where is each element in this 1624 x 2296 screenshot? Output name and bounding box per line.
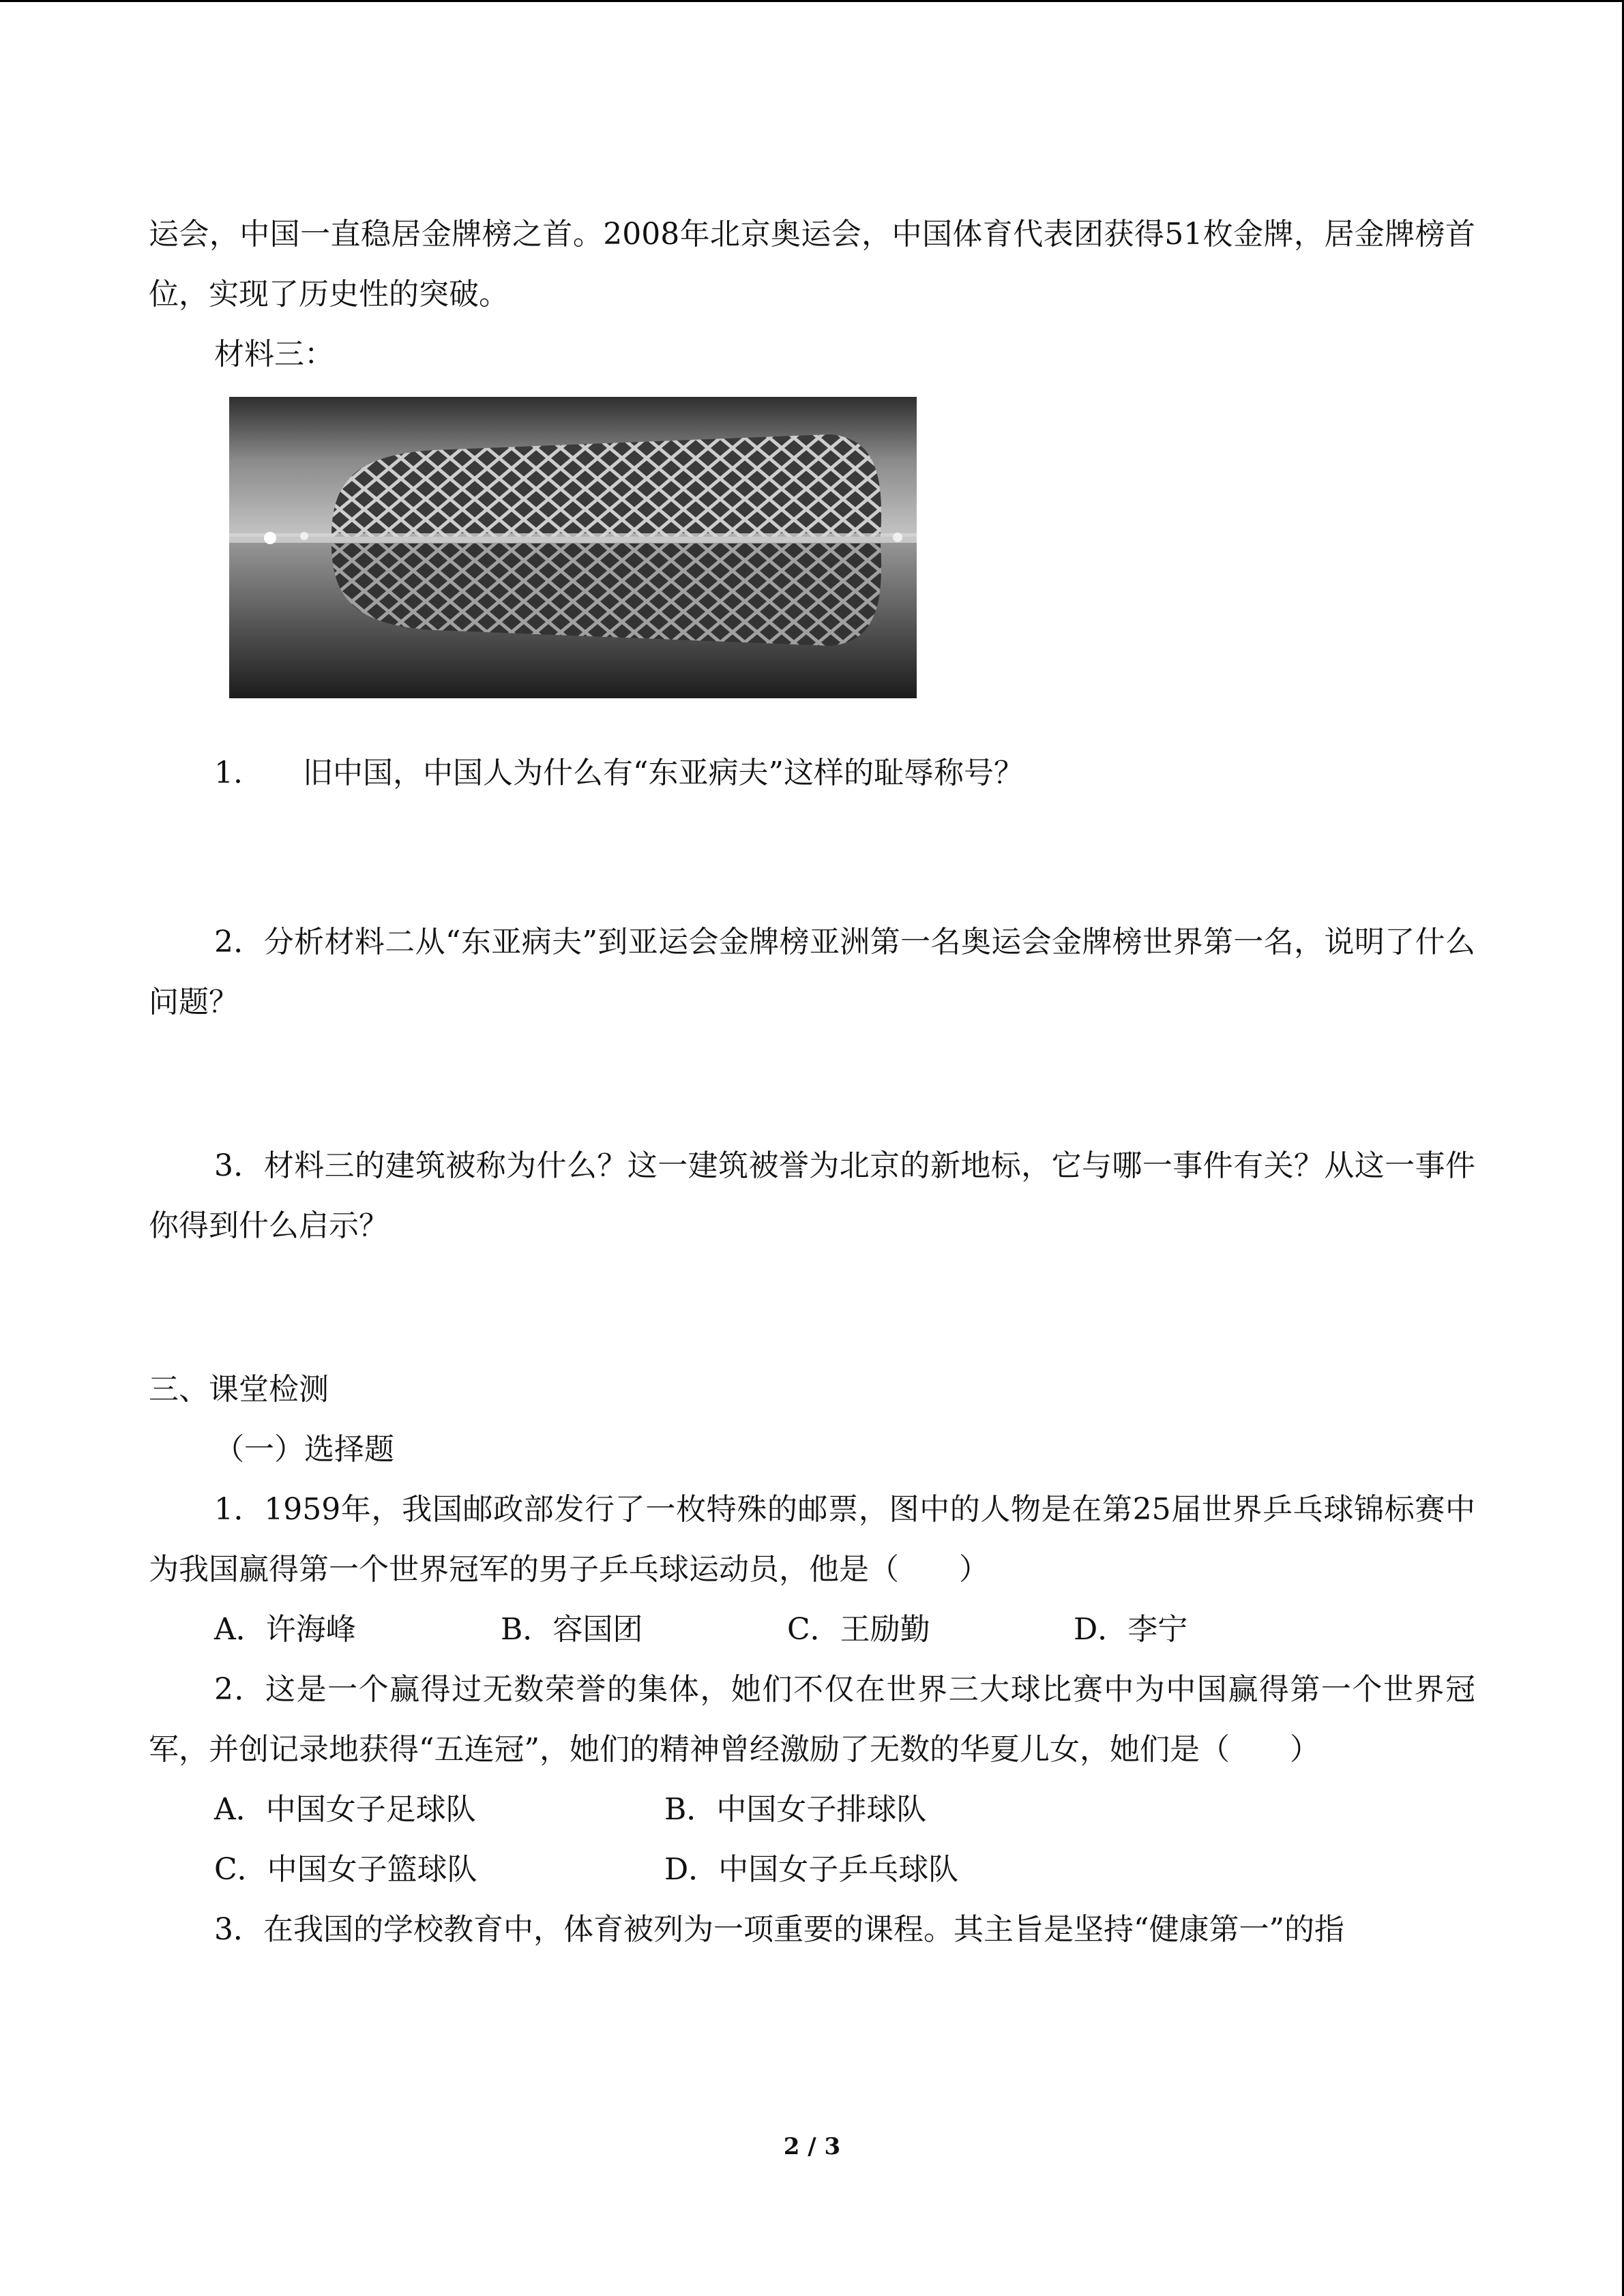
paragraph-material2-end: 运会，中国一直稳居金牌榜之首。2008年北京奥运会，中国体育代表团获得51枚金牌，居金牌榜首位，实现了历史性的突破。	[149, 217, 1475, 312]
stadium-illustration	[229, 397, 917, 698]
material3-label: 材料三：	[214, 337, 334, 372]
page-number: 2 / 3	[783, 2133, 841, 2160]
section-subheading: （一）选择题	[214, 1432, 394, 1467]
mc-question-2-options-row1	[149, 1780, 1475, 1840]
mc2-option-d: D．中国女子乒乓球队	[664, 1852, 959, 1887]
question-2: 2．分析材料二从“东亚病夫”到亚运会金牌榜亚洲第一名奥运会金牌榜世界第一名，说明了什么问题？	[149, 925, 1475, 1019]
mc-question-3-stem: 3．在我国的学校教育中，体育被列为一项重要的课程。其主旨是坚持“健康第一”的指	[214, 1912, 1344, 1947]
mc-question-2-options-row2	[149, 1840, 1475, 1900]
mc2-option-b: B．中国女子排球队	[664, 1792, 927, 1827]
mc1-option-d: D．李宁	[1074, 1612, 1188, 1647]
question-1: 1. 旧中国，中国人为什么有“东亚病夫”这样的耻辱称号？	[214, 756, 1024, 790]
mc1-option-c: C．王励勤	[787, 1612, 930, 1647]
page-border-top	[0, 0, 1624, 2]
mc-question-1-options	[149, 1600, 1475, 1660]
document-body	[149, 205, 1475, 1960]
question-3: 3．材料三的建筑被称为什么？这一建筑被誉为北京的新地标，它与哪一事件有关？从这一事件你得到什么启示？	[149, 1148, 1475, 1243]
mc2-option-a: A．中国女子足球队	[214, 1792, 476, 1827]
mc-question-2-stem: 2．这是一个赢得过无数荣誉的集体，她们不仅在世界三大球比赛中为中国赢得第一个世界冠军，并创记录地获得“五连冠”，她们的精神曾经激励了无数的华夏儿女，她们是（ ）	[149, 1672, 1475, 1767]
mc-question-1-stem: 1．1959年，我国邮政部发行了一枚特殊的邮票，图中的人物是在第25届世界乒乓球锦标赛中为我国赢得第一个世界冠军的男子乒乓球运动员，他是（ ）	[149, 1492, 1475, 1587]
section-heading: 三、课堂检测	[149, 1372, 329, 1407]
mc2-option-c: C．中国女子篮球队	[214, 1852, 477, 1887]
mc1-option-b: B．容国团	[501, 1612, 643, 1647]
mc1-option-a: A．许海峰	[214, 1612, 356, 1647]
birds-nest-stadium-photo	[229, 397, 917, 698]
